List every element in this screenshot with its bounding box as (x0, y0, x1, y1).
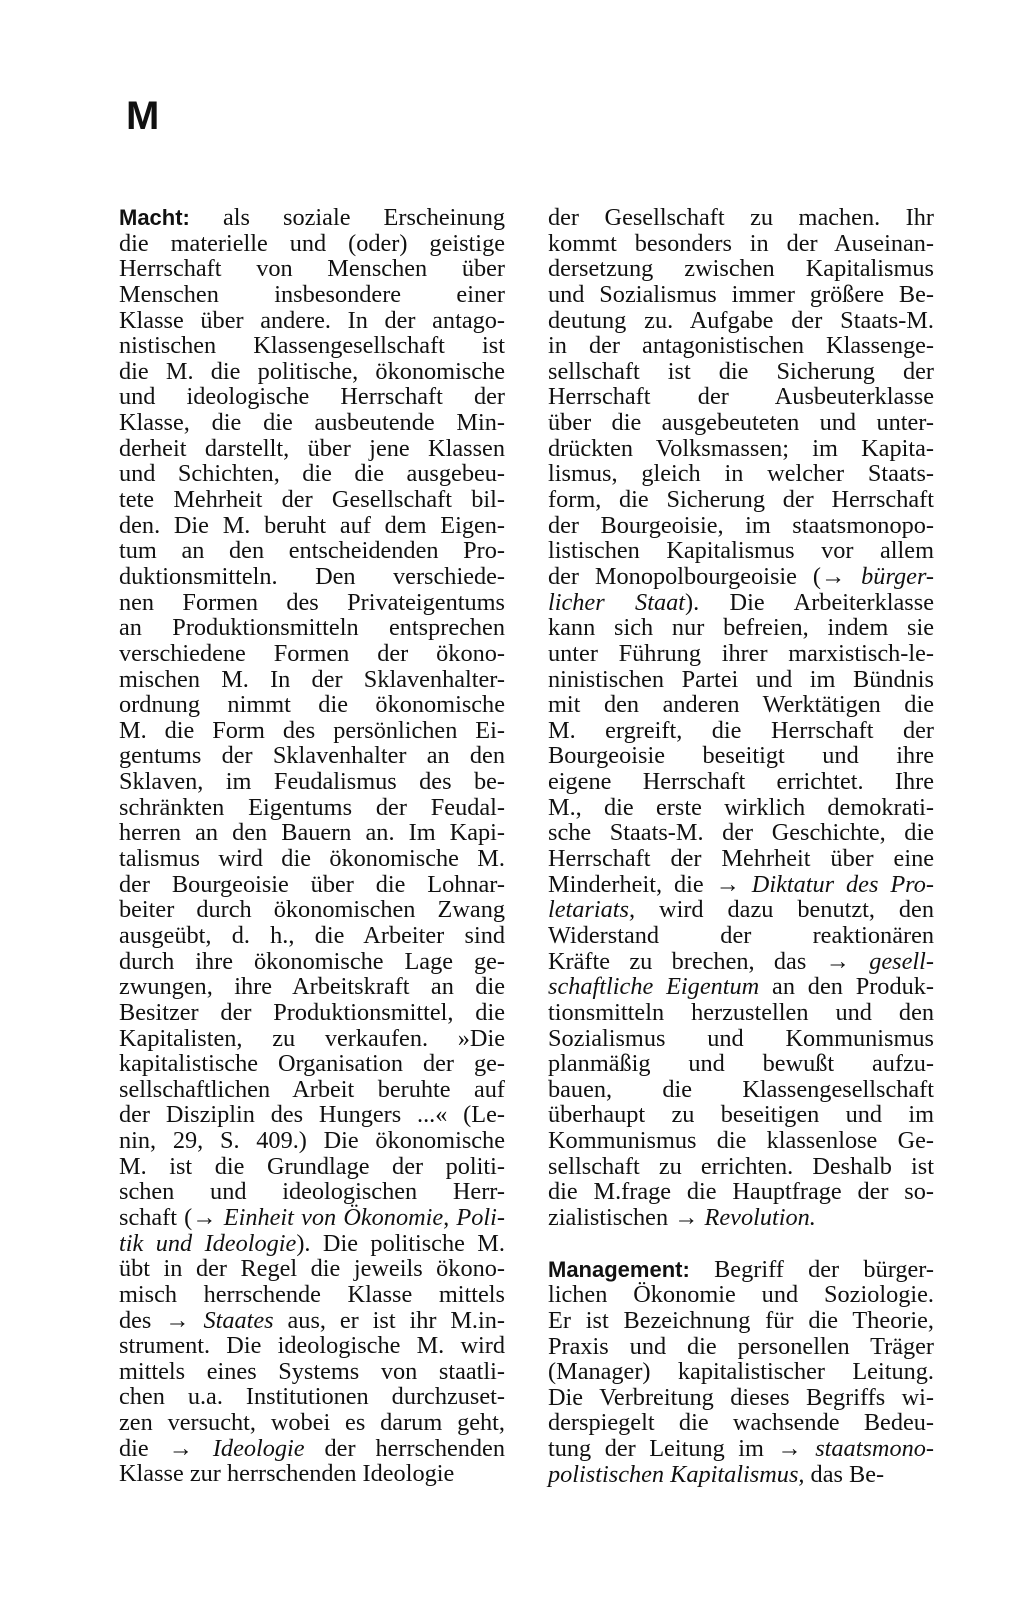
text-line (119, 205, 505, 231)
text-run: Begriff der bürger- (689, 1255, 934, 1283)
text-run: misch herrschende Klasse mittels (119, 1280, 505, 1308)
text-run: Klasse über andere. In der antago- (119, 306, 505, 334)
text-line (548, 410, 934, 436)
text-line (548, 769, 934, 795)
text-line (119, 1384, 505, 1410)
text-line (119, 795, 505, 821)
text-run: Herrschaft der Mehrheit über eine (548, 845, 934, 873)
text-run: der Gesellschaft zu machen. Ihr (548, 204, 934, 231)
text-run: die M.frage die Hauptfrage der so- (548, 1178, 934, 1206)
text-run: ordnung nimmt die ökonomische (119, 691, 505, 719)
text-line (119, 410, 505, 436)
text-run: tung der Leitung im → (548, 1435, 816, 1463)
text-run: den. Die M. beruht auf dem Eigen- (119, 511, 505, 539)
text-run: kapitalistische Organisation der ge- (119, 1050, 505, 1078)
text-run: Minderheit, die (548, 870, 716, 898)
text-line (548, 205, 934, 231)
text-run: in der antagonistischen Klassenge- (548, 332, 934, 360)
text-line (119, 333, 505, 359)
text-line (119, 615, 505, 641)
text-line (119, 538, 505, 564)
text-line (548, 1410, 934, 1436)
text-line (548, 1257, 934, 1283)
text-line (119, 282, 505, 308)
text-line (119, 1102, 505, 1128)
text-line (119, 1308, 505, 1334)
left-column (119, 205, 505, 1487)
text-line (119, 897, 505, 923)
text-run: und Schichten, die die ausgebeu- (119, 460, 505, 488)
text-run: form, die Sicherung der Herrschaft (548, 486, 934, 514)
text-run: M. ergreift, die Herrschaft der (548, 716, 934, 744)
text-line (119, 1333, 505, 1359)
entry-headword: Macht: (119, 205, 190, 230)
text-line (548, 1436, 934, 1462)
text-line (119, 513, 505, 539)
text-run: übt in der Regel die jeweils ökono- (119, 1255, 505, 1283)
text-run: mit den anderen Werktätigen die (548, 691, 934, 719)
text-run: beiter durch ökonomischen Zwang (119, 896, 505, 924)
text-run: bauen, die Klassengesellschaft (548, 1075, 934, 1103)
text-run: deutung zu. Aufgabe der Staats-M. (548, 306, 934, 334)
text-line (548, 1179, 934, 1205)
text-run: zialistischen → (548, 1203, 705, 1231)
text-run: überhaupt zu beseitigen und im (548, 1101, 934, 1129)
text-line (119, 641, 505, 667)
entry-headword: Management: (548, 1256, 690, 1282)
text-line (119, 359, 505, 385)
text-run: Herrschaft von Menschen über (119, 255, 505, 283)
text-line (548, 359, 934, 385)
text-line (548, 436, 934, 462)
text-run: sellschaft zu errichten. Deshalb ist (548, 1152, 934, 1180)
text-line (548, 667, 934, 693)
text-run: tum an den entscheidenden Pro- (119, 537, 505, 565)
text-line (119, 667, 505, 693)
cross-reference: Revolution. (704, 1203, 816, 1231)
text-line (119, 1256, 505, 1282)
text-run: Herrschaft der Ausbeuterklasse (548, 383, 934, 411)
text-line (548, 1154, 934, 1180)
cross-reference: Staates (203, 1306, 274, 1334)
text-line (548, 615, 934, 641)
right-column (548, 205, 934, 1487)
cross-reference: staatsmono- (815, 1435, 934, 1463)
text-line (548, 1385, 934, 1411)
text-line (119, 872, 505, 898)
text-line (548, 1128, 934, 1154)
text-line (548, 923, 934, 949)
text-run: strument. Die ideologische M. wird (119, 1332, 505, 1360)
text-line (119, 1000, 505, 1026)
text-run: zwungen, ihre Arbeitskraft an die (119, 973, 505, 1001)
text-run: durch ihre ökonomische Lage ge- (119, 947, 505, 975)
text-run: mischen M. In der Sklavenhalter- (119, 665, 505, 693)
text-line (548, 795, 934, 821)
text-line (119, 1410, 505, 1436)
cross-reference: schaftliche Eigentum (548, 973, 760, 1001)
text-line (548, 564, 934, 590)
text-run: ausgeübt, d. h., die Arbeiter sind (119, 921, 505, 949)
text-line (548, 692, 934, 718)
text-line (548, 820, 934, 846)
text-run: sellschaftlichen Arbeit beruhte auf (119, 1075, 505, 1103)
text-run: über die ausgebeuteten und unter- (548, 409, 934, 437)
text-run: Praxis und die personellen Träger (548, 1332, 934, 1360)
text-line (119, 820, 505, 846)
text-run: der Bourgeoisie über die Lohnar- (119, 870, 505, 898)
text-run: (Manager) kapitalistischer Leitung. (548, 1358, 934, 1386)
text-line (119, 1179, 505, 1205)
text-run: nin, 29, S. 409.) Die ökonomische (119, 1127, 505, 1155)
text-run: ). Die Arbeiterklasse (685, 588, 934, 616)
text-line (548, 949, 934, 975)
text-run: derheit darstellt, über jene Klassen (119, 434, 505, 462)
cross-reference: → Einheit von Ökonomie, Poli- (192, 1203, 505, 1231)
text-line (119, 1436, 505, 1462)
text-line (119, 974, 505, 1000)
text-line (119, 308, 505, 334)
text-line (548, 487, 934, 513)
text-run: drückten Volksmassen; im Kapita- (548, 434, 934, 462)
text-run: die materielle und (oder) geistige (119, 229, 505, 257)
text-line (119, 1282, 505, 1308)
text-line (119, 718, 505, 744)
text-run: und ideologische Herrschaft der (119, 383, 505, 411)
text-run: Er ist Bezeichnung für die Theorie, (548, 1306, 934, 1334)
text-run: dersetzung zwischen Kapitalismus (548, 255, 934, 283)
text-line (119, 743, 505, 769)
text-line (119, 769, 505, 795)
text-line (548, 384, 934, 410)
text-line (119, 564, 505, 590)
text-run: der Bourgeoisie, im staatsmonopo- (548, 511, 934, 539)
text-line (119, 1231, 505, 1257)
text-run: Bourgeoisie beseitigt und ihre (548, 742, 934, 770)
text-run: nen Formen des Privateigentums (119, 588, 505, 616)
text-line (548, 1077, 934, 1103)
text-line (119, 1128, 505, 1154)
text-run: nistischen Klassengesellschaft ist (119, 332, 505, 360)
text-run: Sklaven, im Feudalismus des be- (119, 768, 505, 796)
text-run: sche Staats-M. der Geschichte, die (548, 819, 934, 847)
text-run: herren an den Bauern an. Im Kapi- (119, 819, 505, 847)
cross-reference: Ideologie (212, 1434, 305, 1462)
text-run: eigene Herrschaft errichtet. Ihre (548, 768, 934, 796)
text-run: M. ist die Grundlage der politi- (119, 1152, 505, 1180)
text-run: Kommunismus die klassenlose Ge- (548, 1127, 934, 1155)
cross-reference: gesell- (869, 947, 934, 975)
text-run: Kräfte zu brechen, das → (548, 947, 870, 975)
text-line (548, 743, 934, 769)
text-run: M., die erste wirklich demokrati- (548, 793, 934, 821)
text-line (119, 590, 505, 616)
text-line (548, 1462, 934, 1488)
text-run: Die Verbreitung dieses Begriffs wi- (548, 1383, 934, 1411)
text-run: Klasse zur herrschenden Ideologie (119, 1460, 455, 1488)
text-run: die → (119, 1434, 213, 1462)
text-run: kann sich nur befreien, indem sie (548, 614, 934, 642)
text-line (119, 231, 505, 257)
text-run: verschiedene Formen der ökono- (119, 639, 505, 667)
text-line (548, 256, 934, 282)
text-run: Besitzer der Produktionsmittel, die (119, 998, 505, 1026)
text-run: sellschaft ist die Sicherung der (548, 357, 934, 385)
text-run: zen versucht, wobei es darum geht, (119, 1409, 505, 1437)
text-line (119, 1205, 505, 1231)
text-run: planmäßig und bewußt aufzu- (548, 1050, 934, 1078)
text-line (548, 538, 934, 564)
text-line (548, 308, 934, 334)
text-line (548, 1308, 934, 1334)
text-run: derspiegelt die wachsende Bedeu- (548, 1409, 934, 1437)
cross-reference: licher Staat (548, 588, 685, 616)
text-run: lichen Ökonomie und Soziologie. (548, 1281, 934, 1309)
text-line (119, 1077, 505, 1103)
text-run: lismus, gleich in welcher Staats- (548, 460, 934, 488)
text-run: des → (119, 1306, 204, 1334)
text-line (548, 231, 934, 257)
cross-reference: tik und Ideologie (119, 1229, 297, 1257)
text-line (548, 333, 934, 359)
cross-reference: polistischen Kapitalismus, (548, 1460, 805, 1488)
text-line (548, 897, 934, 923)
text-line (119, 384, 505, 410)
text-line (119, 1026, 505, 1052)
text-run: tionsmitteln herzustellen und den (548, 998, 934, 1026)
text-line (119, 1461, 505, 1487)
text-line (548, 1359, 934, 1385)
text-run: unter Führung ihrer marxistisch-le- (548, 639, 934, 667)
text-run: M. die Form des persönlichen Ei- (119, 716, 505, 744)
text-line (119, 1051, 505, 1077)
text-run: aus, er ist ihr M.in- (273, 1306, 505, 1334)
text-line (548, 872, 934, 898)
text-run: schaft ( (119, 1203, 193, 1231)
text-line (548, 461, 934, 487)
text-run: tete Mehrheit der Gesellschaft bil- (119, 486, 505, 514)
text-run: der herrschenden (304, 1434, 505, 1462)
text-line (548, 1334, 934, 1360)
text-run: der Disziplin des Hungers ...« (Le- (119, 1101, 505, 1129)
text-run: an Produktionsmitteln entsprechen (119, 614, 505, 642)
text-line (548, 846, 934, 872)
text-line (548, 1026, 934, 1052)
text-run: kommt besonders in der Auseinan- (548, 229, 934, 257)
cross-reference: letariats, (548, 896, 636, 924)
text-line (548, 282, 934, 308)
text-line (119, 692, 505, 718)
text-run: duktionsmitteln. Den verschiede- (119, 562, 505, 590)
text-line (548, 1051, 934, 1077)
text-run: gentums der Sklavenhalter an den (119, 742, 505, 770)
cross-reference: → bürger- (820, 562, 935, 590)
text-run: Klasse, die die ausbeutende Min- (119, 409, 505, 437)
text-line (548, 1282, 934, 1308)
text-line (548, 718, 934, 744)
text-line (548, 1102, 934, 1128)
text-line (119, 1359, 505, 1385)
text-run: an den Produk- (759, 973, 934, 1001)
text-run: wird dazu benutzt, den (635, 896, 934, 924)
text-run: Sozialismus und Kommunismus (548, 1024, 934, 1052)
text-line (548, 974, 934, 1000)
text-line (548, 1000, 934, 1026)
text-run: als soziale Erscheinung (189, 204, 505, 231)
text-run: die M. die politische, ökonomische (119, 357, 505, 385)
section-letter: M (126, 94, 160, 138)
text-line (548, 513, 934, 539)
text-run: Widerstand der reaktionären (548, 921, 934, 949)
text-line (119, 1154, 505, 1180)
text-run: Kapitalisten, zu verkaufen. »Die (119, 1024, 505, 1052)
text-run: schränkten Eigentums der Feudal- (119, 793, 505, 821)
text-line (548, 590, 934, 616)
text-run: mittels eines Systems von staatli- (119, 1357, 505, 1385)
text-line (119, 487, 505, 513)
text-line (119, 949, 505, 975)
text-run: schen und ideologischen Herr- (119, 1178, 505, 1206)
text-line (119, 846, 505, 872)
text-run: talismus wird die ökonomische M. (119, 845, 505, 873)
cross-reference: → Diktatur des Pro- (715, 870, 934, 898)
text-line (548, 1205, 934, 1231)
text-line (548, 641, 934, 667)
text-run: und Sozialismus immer größere Be- (548, 280, 934, 308)
text-run: chen u.a. Institutionen durchzuset- (119, 1383, 505, 1411)
text-run: Menschen insbesondere einer (119, 280, 505, 308)
text-run: ninistischen Partei und im Bündnis (548, 665, 934, 693)
paragraph-gap (548, 1231, 934, 1257)
text-line (119, 256, 505, 282)
text-line (119, 923, 505, 949)
text-run: der Monopolbourgeoisie ( (548, 562, 821, 590)
text-run: das Be- (804, 1460, 885, 1488)
text-run: listischen Kapitalismus vor allem (548, 537, 934, 565)
text-line (119, 436, 505, 462)
text-run: ). Die politische M. (296, 1229, 505, 1257)
text-line (119, 461, 505, 487)
